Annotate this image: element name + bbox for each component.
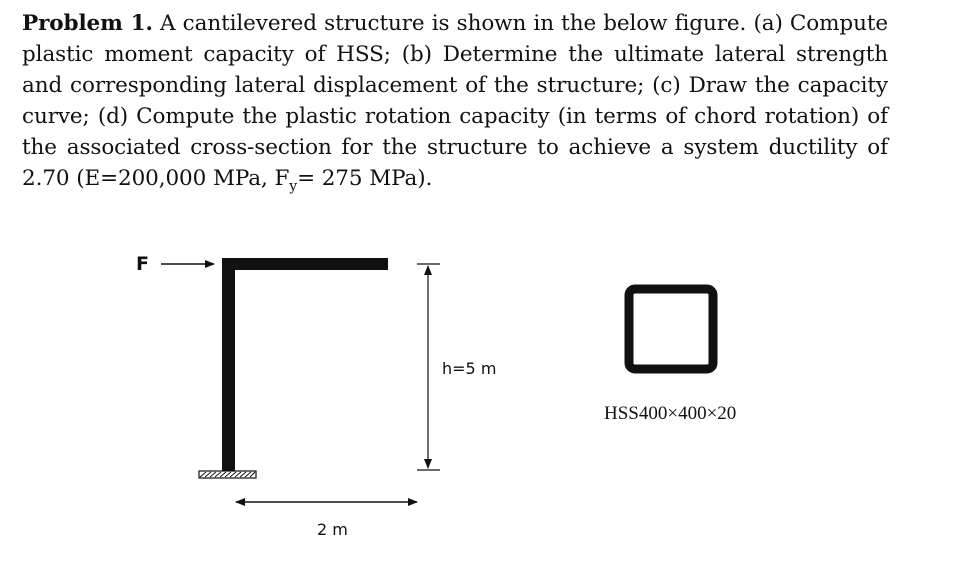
beam-member [222,258,388,270]
height-dimension [417,264,440,470]
problem-tail: = 275 MPa). [297,166,433,191]
section-label: HSS400×400×20 [604,403,737,424]
hss-section [629,289,713,369]
width-label: 2 m [317,520,348,539]
height-label: h=5 m [442,359,497,378]
force-label: F [136,253,149,275]
fixed-support [199,471,256,478]
column-member [222,259,235,471]
yield-subscript: y [289,178,298,195]
problem-heading: Problem 1. [22,11,153,36]
problem-body: A cantilevered structure is shown in the below figure. (a) Compute plastic moment capacity of HSS; (b) Determine the ultimate lateral strength and corresponding lateral displacement of the structure; (c) Draw the capacity curve; (d) Compute the plastic rotation capacity (in terms of chord rotation) of the associated cross-section for the structure to achieve a system ductility of 2.70 (E=200,000 MPa, F [22,11,888,191]
